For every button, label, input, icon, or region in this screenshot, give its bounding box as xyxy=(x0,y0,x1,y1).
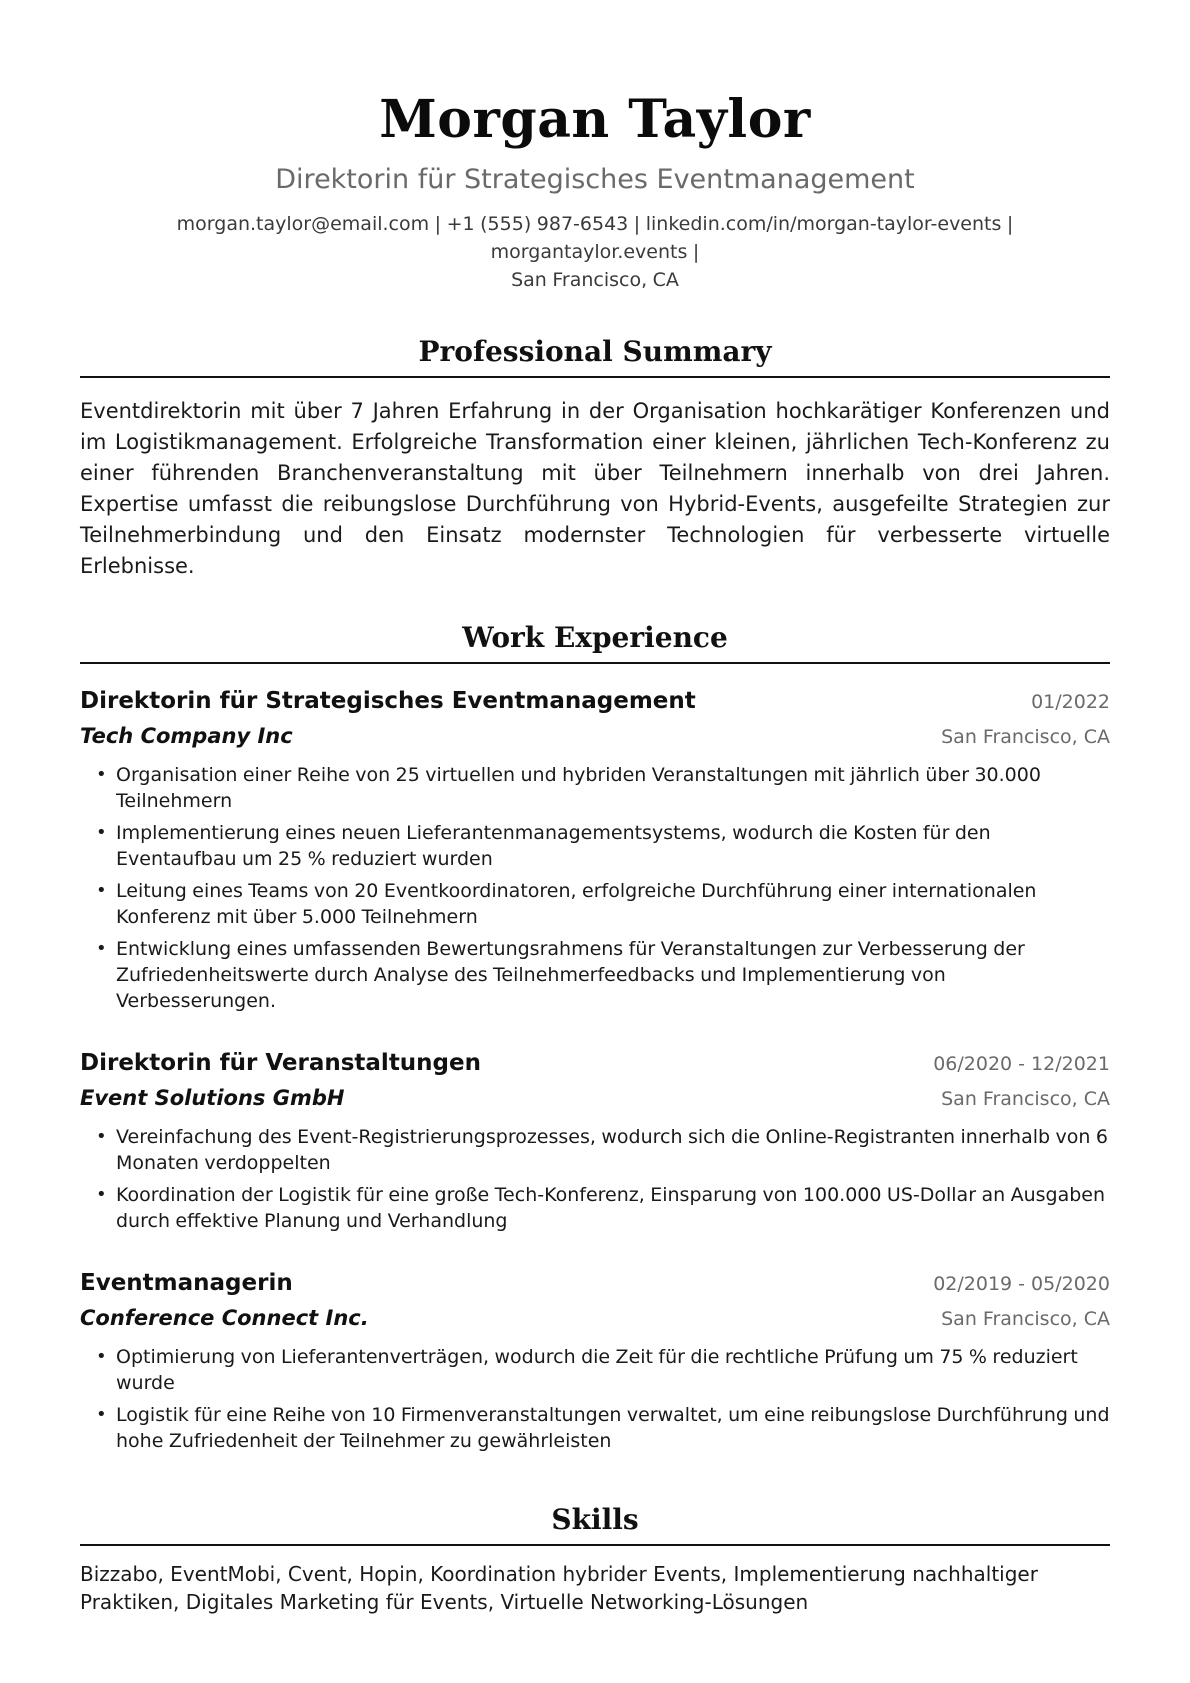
job-bullet: • Entwicklung eines umfassenden Bewertungsrahmens für Veranstaltungen zur Verbesserung der Zufriedenheitswerte durch Analyse des Teilnehmerfeedbacks und Implementierung von Verbesserungen. xyxy=(116,936,1110,1014)
job-header-row xyxy=(80,1266,1110,1301)
job-title: Eventmanagerin xyxy=(80,1270,293,1296)
job-entry xyxy=(80,684,1110,1014)
job-company: Event Solutions GmbH xyxy=(80,1086,345,1110)
job-header-row xyxy=(80,684,1110,719)
job-entry xyxy=(80,1046,1110,1234)
resume-header xyxy=(80,0,1110,294)
summary-section xyxy=(80,334,1110,582)
contact-line: morgan.taylor@email.com | +1 (555) 987-6543 | linkedin.com/in/morgan-taylor-events | morgantaylor.events | xyxy=(176,213,1014,263)
contact-location: San Francisco, CA xyxy=(511,269,679,291)
job-entry xyxy=(80,1266,1110,1454)
job-company-row xyxy=(80,1301,1110,1336)
job-company: Tech Company Inc xyxy=(80,724,293,748)
job-company: Conference Connect Inc. xyxy=(80,1306,369,1330)
job-bullet: • Organisation einer Reihe von 25 virtuellen und hybriden Veranstaltungen mit jährlich über 30.000 Teilnehmern xyxy=(116,762,1110,814)
summary-text: Eventdirektorin mit über 7 Jahren Erfahrung in der Organisation hochkarätiger Konferenzen und im Logistikmanagement. Erfolgreiche Transformation einer kleinen, jährlichen Tech-Konferenz zu einer führenden Branchenveranstaltung mit über Teilnehmern innerhalb von drei Jahren. Expertise umfasst die reibungslose Durchführung von Hybrid-Events, ausgefeilte Strategien zur Teilnehmerbindung und den Einsatz modernster Technologien für verbesserte virtuelle Erlebnisse. xyxy=(80,399,1110,578)
job-bullets xyxy=(80,762,1110,1014)
job-bullet: • Leitung eines Teams von 20 Eventkoordinatoren, erfolgreiche Durchführung einer internationalen Konferenz mit über 5.000 Teilnehmern xyxy=(116,878,1110,930)
candidate-headline: Direktorin für Strategisches Eventmanagement xyxy=(275,164,915,195)
job-bullets xyxy=(80,1344,1110,1454)
job-bullets xyxy=(80,1124,1110,1234)
skills-section xyxy=(80,1502,1110,1616)
job-date: 01/2022 xyxy=(1031,691,1110,713)
job-date: 02/2019 - 05/2020 xyxy=(933,1273,1110,1295)
job-location: San Francisco, CA xyxy=(941,1308,1110,1330)
job-bullet: • Implementierung eines neuen Lieferantenmanagementsystems, wodurch die Kosten für den Eventaufbau um 25 % reduziert wurden xyxy=(116,820,1110,872)
job-date: 06/2020 - 12/2021 xyxy=(933,1053,1110,1075)
job-bullet: • Optimierung von Lieferantenverträgen, wodurch die Zeit für die rechtliche Prüfung um 75 % reduziert wurde xyxy=(116,1344,1110,1396)
job-title: Direktorin für Veranstaltungen xyxy=(80,1050,481,1076)
job-company-row xyxy=(80,1081,1110,1116)
job-header-row xyxy=(80,1046,1110,1081)
section-title-summary: Professional Summary xyxy=(80,334,1110,378)
candidate-name: Morgan Taylor xyxy=(379,89,811,150)
section-title-work: Work Experience xyxy=(80,620,1110,664)
job-company-row xyxy=(80,719,1110,754)
job-bullet: • Vereinfachung des Event-Registrierungsprozesses, wodurch sich die Online-Registranten innerhalb von 6 Monaten verdoppelten xyxy=(116,1124,1110,1176)
contact-info xyxy=(80,210,1110,294)
job-location: San Francisco, CA xyxy=(941,726,1110,748)
job-bullet: • Koordination der Logistik für eine große Tech-Konferenz, Einsparung von 100.000 US-Dollar an Ausgaben durch effektive Planung und Verhandlung xyxy=(116,1182,1110,1234)
section-title-skills: Skills xyxy=(80,1502,1110,1546)
job-location: San Francisco, CA xyxy=(941,1088,1110,1110)
job-title: Direktorin für Strategisches Eventmanagement xyxy=(80,688,696,714)
job-bullet: • Logistik für eine Reihe von 10 Firmenveranstaltungen verwaltet, um eine reibungslose Durchführung und hohe Zufriedenheit der Teilnehmer zu gewährleisten xyxy=(116,1402,1110,1454)
skills-text: Bizzabo, EventMobi, Cvent, Hopin, Koordination hybrider Events, Implementierung nachhaltiger Praktiken, Digitales Marketing für Events, Virtuelle Networking-Lösungen xyxy=(80,1562,1038,1614)
work-experience-section xyxy=(80,620,1110,1454)
